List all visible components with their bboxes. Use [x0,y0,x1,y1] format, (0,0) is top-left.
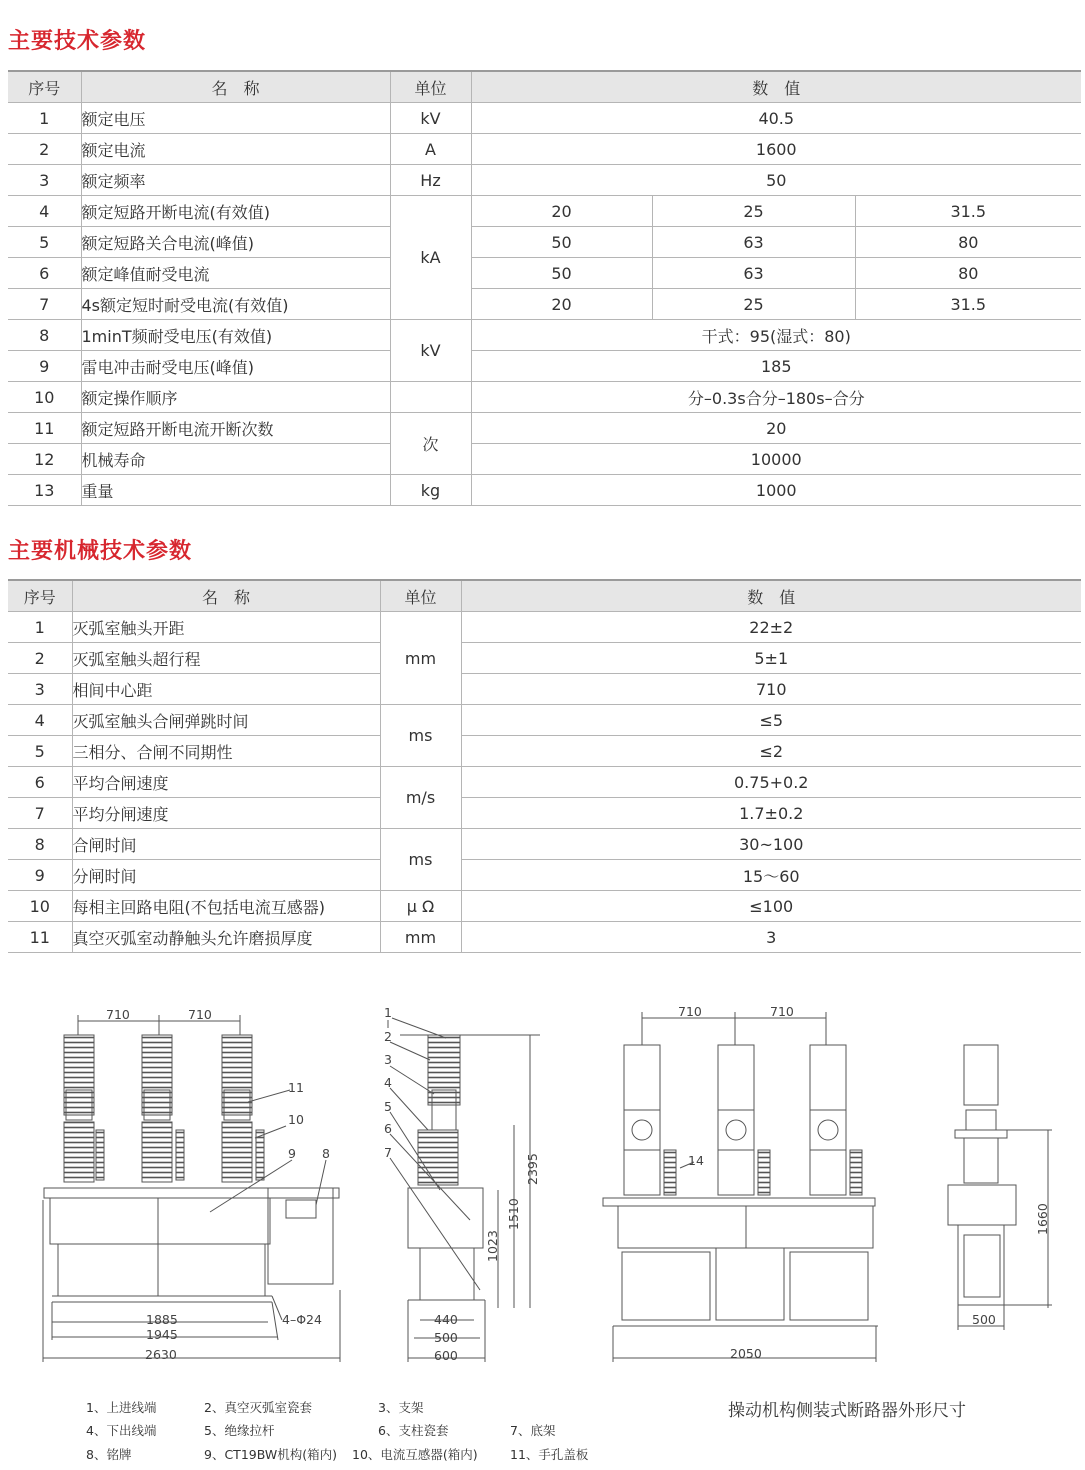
table-row [8,674,1081,705]
table-row [8,829,1081,860]
cell-value-3: 80 [855,258,1081,289]
cell-value-3: 31.5 [855,196,1081,227]
cell-name: 额定短路关合电流(峰值) [81,227,390,258]
cell-value-2: 63 [652,227,855,258]
callout-side-6: 6 [384,1121,392,1136]
cell-value: 干式：95(湿式：80) [471,320,1081,351]
table-row [8,413,1081,444]
callout-side-2: 2 [384,1029,392,1044]
cell-name: 灭弧室触头开距 [72,612,380,643]
cell-no: 4 [8,196,81,227]
table-row [8,196,1081,227]
side-view [388,1018,540,1362]
cell-value: 30~100 [461,829,1081,860]
dim-alt-side-h: 1660 [1035,1203,1050,1235]
section1-title: 主要技术参数 [8,29,147,54]
header-value: 数 值 [461,580,1081,612]
cell-name: 平均合闸速度 [72,767,380,798]
table-row [8,289,1081,320]
cell-no: 10 [8,382,81,413]
alt-front-view [603,1012,878,1362]
cell-value: 22±2 [461,612,1081,643]
legend-4: 4、下出线端 [86,1423,157,1438]
dim-front-a: 710 [106,1007,130,1022]
cell-value: 185 [471,351,1081,382]
table-row [8,103,1081,134]
cell-name: 合闸时间 [72,829,380,860]
cell-name: 额定操作顺序 [81,382,390,413]
cell-no: 8 [8,320,81,351]
table-row [8,258,1081,289]
cell-name: 分闸时间 [72,860,380,891]
dim-alt-a: 710 [678,1004,702,1019]
cell-name: 灭弧室触头超行程 [72,643,380,674]
cell-no: 3 [8,165,81,196]
callout-10: 10 [288,1112,304,1127]
cell-value: 5±1 [461,643,1081,674]
cell-no: 6 [8,767,72,798]
legend-8: 8、铭牌 [86,1447,132,1462]
callout-side-3: 3 [384,1052,392,1067]
cell-unit: 次 [390,413,471,475]
table-row [8,922,1081,953]
cell-no: 9 [8,351,81,382]
cell-no: 8 [8,829,72,860]
table-row [8,860,1081,891]
cell-no: 11 [8,922,72,953]
cell-no: 7 [8,798,72,829]
cell-no: 7 [8,289,81,320]
table-row [8,134,1081,165]
mech-params-table [8,579,1081,953]
cell-value: ≤2 [461,736,1081,767]
breaker-outline-drawing [0,990,1085,1380]
dim-side-h3: 1023 [485,1230,500,1262]
dim-front-b: 710 [188,1007,212,1022]
table-row [8,382,1081,413]
cell-value: 1600 [471,134,1081,165]
cell-unit: Hz [390,165,471,196]
table-row [8,736,1081,767]
table-row [8,643,1081,674]
cell-value: ≤100 [461,891,1081,922]
cell-no: 5 [8,227,81,258]
table-row [8,165,1081,196]
table-row [8,705,1081,736]
callout-side-7: 7 [384,1145,392,1160]
cell-unit [390,382,471,413]
legend-3: 3、支架 [378,1400,424,1415]
cell-name: 4s额定短时耐受电流(有效值) [81,289,390,320]
drawing-caption: 操动机构侧装式断路器外形尺寸 [728,1401,966,1421]
cell-value-2: 63 [652,258,855,289]
header-value: 数 值 [471,71,1081,103]
cell-name: 每相主回路电阻(不包括电流互感器) [72,891,380,922]
cell-no: 2 [8,134,81,165]
cell-no: 5 [8,736,72,767]
header-unit: 单位 [390,71,471,103]
legend-6: 6、支柱瓷套 [378,1423,449,1438]
cell-name: 1minT频耐受电压(有效值) [81,320,390,351]
header-no: 序号 [8,71,81,103]
callout-11: 11 [288,1080,304,1095]
table-header-row [8,71,1081,103]
dim-side-h1: 2395 [525,1153,540,1185]
cell-name: 额定短路开断电流(有效值) [81,196,390,227]
table-row [8,891,1081,922]
legend-10: 10、电流互感器(箱内) [352,1447,478,1462]
cell-value-3: 31.5 [855,289,1081,320]
cell-no: 4 [8,705,72,736]
header-name: 名 称 [72,580,380,612]
cell-name: 三相分、合闸不同期性 [72,736,380,767]
legend-5: 5、绝缘拉杆 [204,1423,275,1438]
table-row [8,320,1081,351]
callout-9: 9 [288,1146,296,1161]
cell-value: 1.7±0.2 [461,798,1081,829]
cell-value-1: 50 [471,258,652,289]
cell-unit: m/s [380,767,461,829]
legend-7: 7、底架 [510,1423,556,1438]
front-view [43,1015,340,1362]
dim-side-w1: 440 [434,1312,458,1327]
dim-side-h2: 1510 [506,1198,521,1230]
callout-side-5: 5 [384,1099,392,1114]
dim-front-w2: 1945 [146,1327,178,1342]
cell-name: 额定电压 [81,103,390,134]
alt-side-view [948,1045,1052,1330]
cell-name: 平均分闸速度 [72,798,380,829]
cell-unit: kA [390,196,471,320]
dim-front-holes: 4–Φ24 [282,1312,322,1327]
cell-no: 1 [8,612,72,643]
dim-front-w1: 1885 [146,1312,178,1327]
cell-value-1: 20 [471,289,652,320]
cell-name: 重量 [81,475,390,506]
dim-alt-b: 710 [770,1004,794,1019]
cell-value-1: 20 [471,196,652,227]
cell-no: 10 [8,891,72,922]
cell-name: 真空灭弧室动静触头允许磨损厚度 [72,922,380,953]
cell-value-1: 50 [471,227,652,258]
cell-value: 40.5 [471,103,1081,134]
cell-name: 相间中心距 [72,674,380,705]
cell-unit: mm [380,922,461,953]
cell-name: 灭弧室触头合闸弹跳时间 [72,705,380,736]
table-row [8,612,1081,643]
table-row [8,767,1081,798]
cell-name: 机械寿命 [81,444,390,475]
table-row [8,475,1081,506]
dim-alt-side-w: 500 [972,1312,996,1327]
cell-value: 20 [471,413,1081,444]
cell-unit: A [390,134,471,165]
cell-unit: ms [380,829,461,891]
cell-value: 0.75+0.2 [461,767,1081,798]
cell-no: 13 [8,475,81,506]
legend-11: 11、手孔盖板 [510,1447,589,1462]
table-row [8,351,1081,382]
cell-no: 2 [8,643,72,674]
dim-front-w3: 2630 [145,1347,177,1362]
callout-side-4: 4 [384,1075,392,1090]
dim-side-w2: 500 [434,1330,458,1345]
cell-name: 额定电流 [81,134,390,165]
cell-value: ≤5 [461,705,1081,736]
cell-unit: kV [390,320,471,382]
cell-unit: kg [390,475,471,506]
legend-2: 2、真空灭弧室瓷套 [204,1400,312,1415]
cell-unit: μ Ω [380,891,461,922]
dim-side-w3: 600 [434,1348,458,1363]
cell-unit: kV [390,103,471,134]
main-tech-params-table [8,70,1081,506]
section2-title: 主要机械技术参数 [8,539,193,564]
cell-no: 9 [8,860,72,891]
callout-side-1: 1 [384,1005,392,1020]
cell-name: 额定峰值耐受电流 [81,258,390,289]
callout-8: 8 [322,1146,330,1161]
table-row [8,227,1081,258]
dim-alt-w: 2050 [730,1346,762,1361]
cell-no: 3 [8,674,72,705]
cell-value-2: 25 [652,196,855,227]
table-row [8,444,1081,475]
cell-no: 1 [8,103,81,134]
legend-9: 9、CT19BW机构(箱内) [204,1447,337,1462]
cell-value-3: 80 [855,227,1081,258]
cell-no: 6 [8,258,81,289]
cell-name: 额定频率 [81,165,390,196]
cell-value: 15～60 [461,860,1081,891]
table-row [8,798,1081,829]
cell-unit: ms [380,705,461,767]
callout-14: 14 [688,1153,704,1168]
header-no: 序号 [8,580,72,612]
header-unit: 单位 [380,580,461,612]
cell-value: 710 [461,674,1081,705]
cell-name: 雷电冲击耐受电压(峰值) [81,351,390,382]
cell-unit: mm [380,612,461,705]
cell-no: 11 [8,413,81,444]
cell-value: 10000 [471,444,1081,475]
cell-value: 1000 [471,475,1081,506]
cell-name: 额定短路开断电流开断次数 [81,413,390,444]
legend-1: 1、上进线端 [86,1400,157,1415]
cell-value: 3 [461,922,1081,953]
cell-value: 50 [471,165,1081,196]
cell-value: 分–0.3s合分–180s–合分 [471,382,1081,413]
cell-no: 12 [8,444,81,475]
header-name: 名 称 [81,71,390,103]
cell-value-2: 25 [652,289,855,320]
table-header-row [8,580,1081,612]
